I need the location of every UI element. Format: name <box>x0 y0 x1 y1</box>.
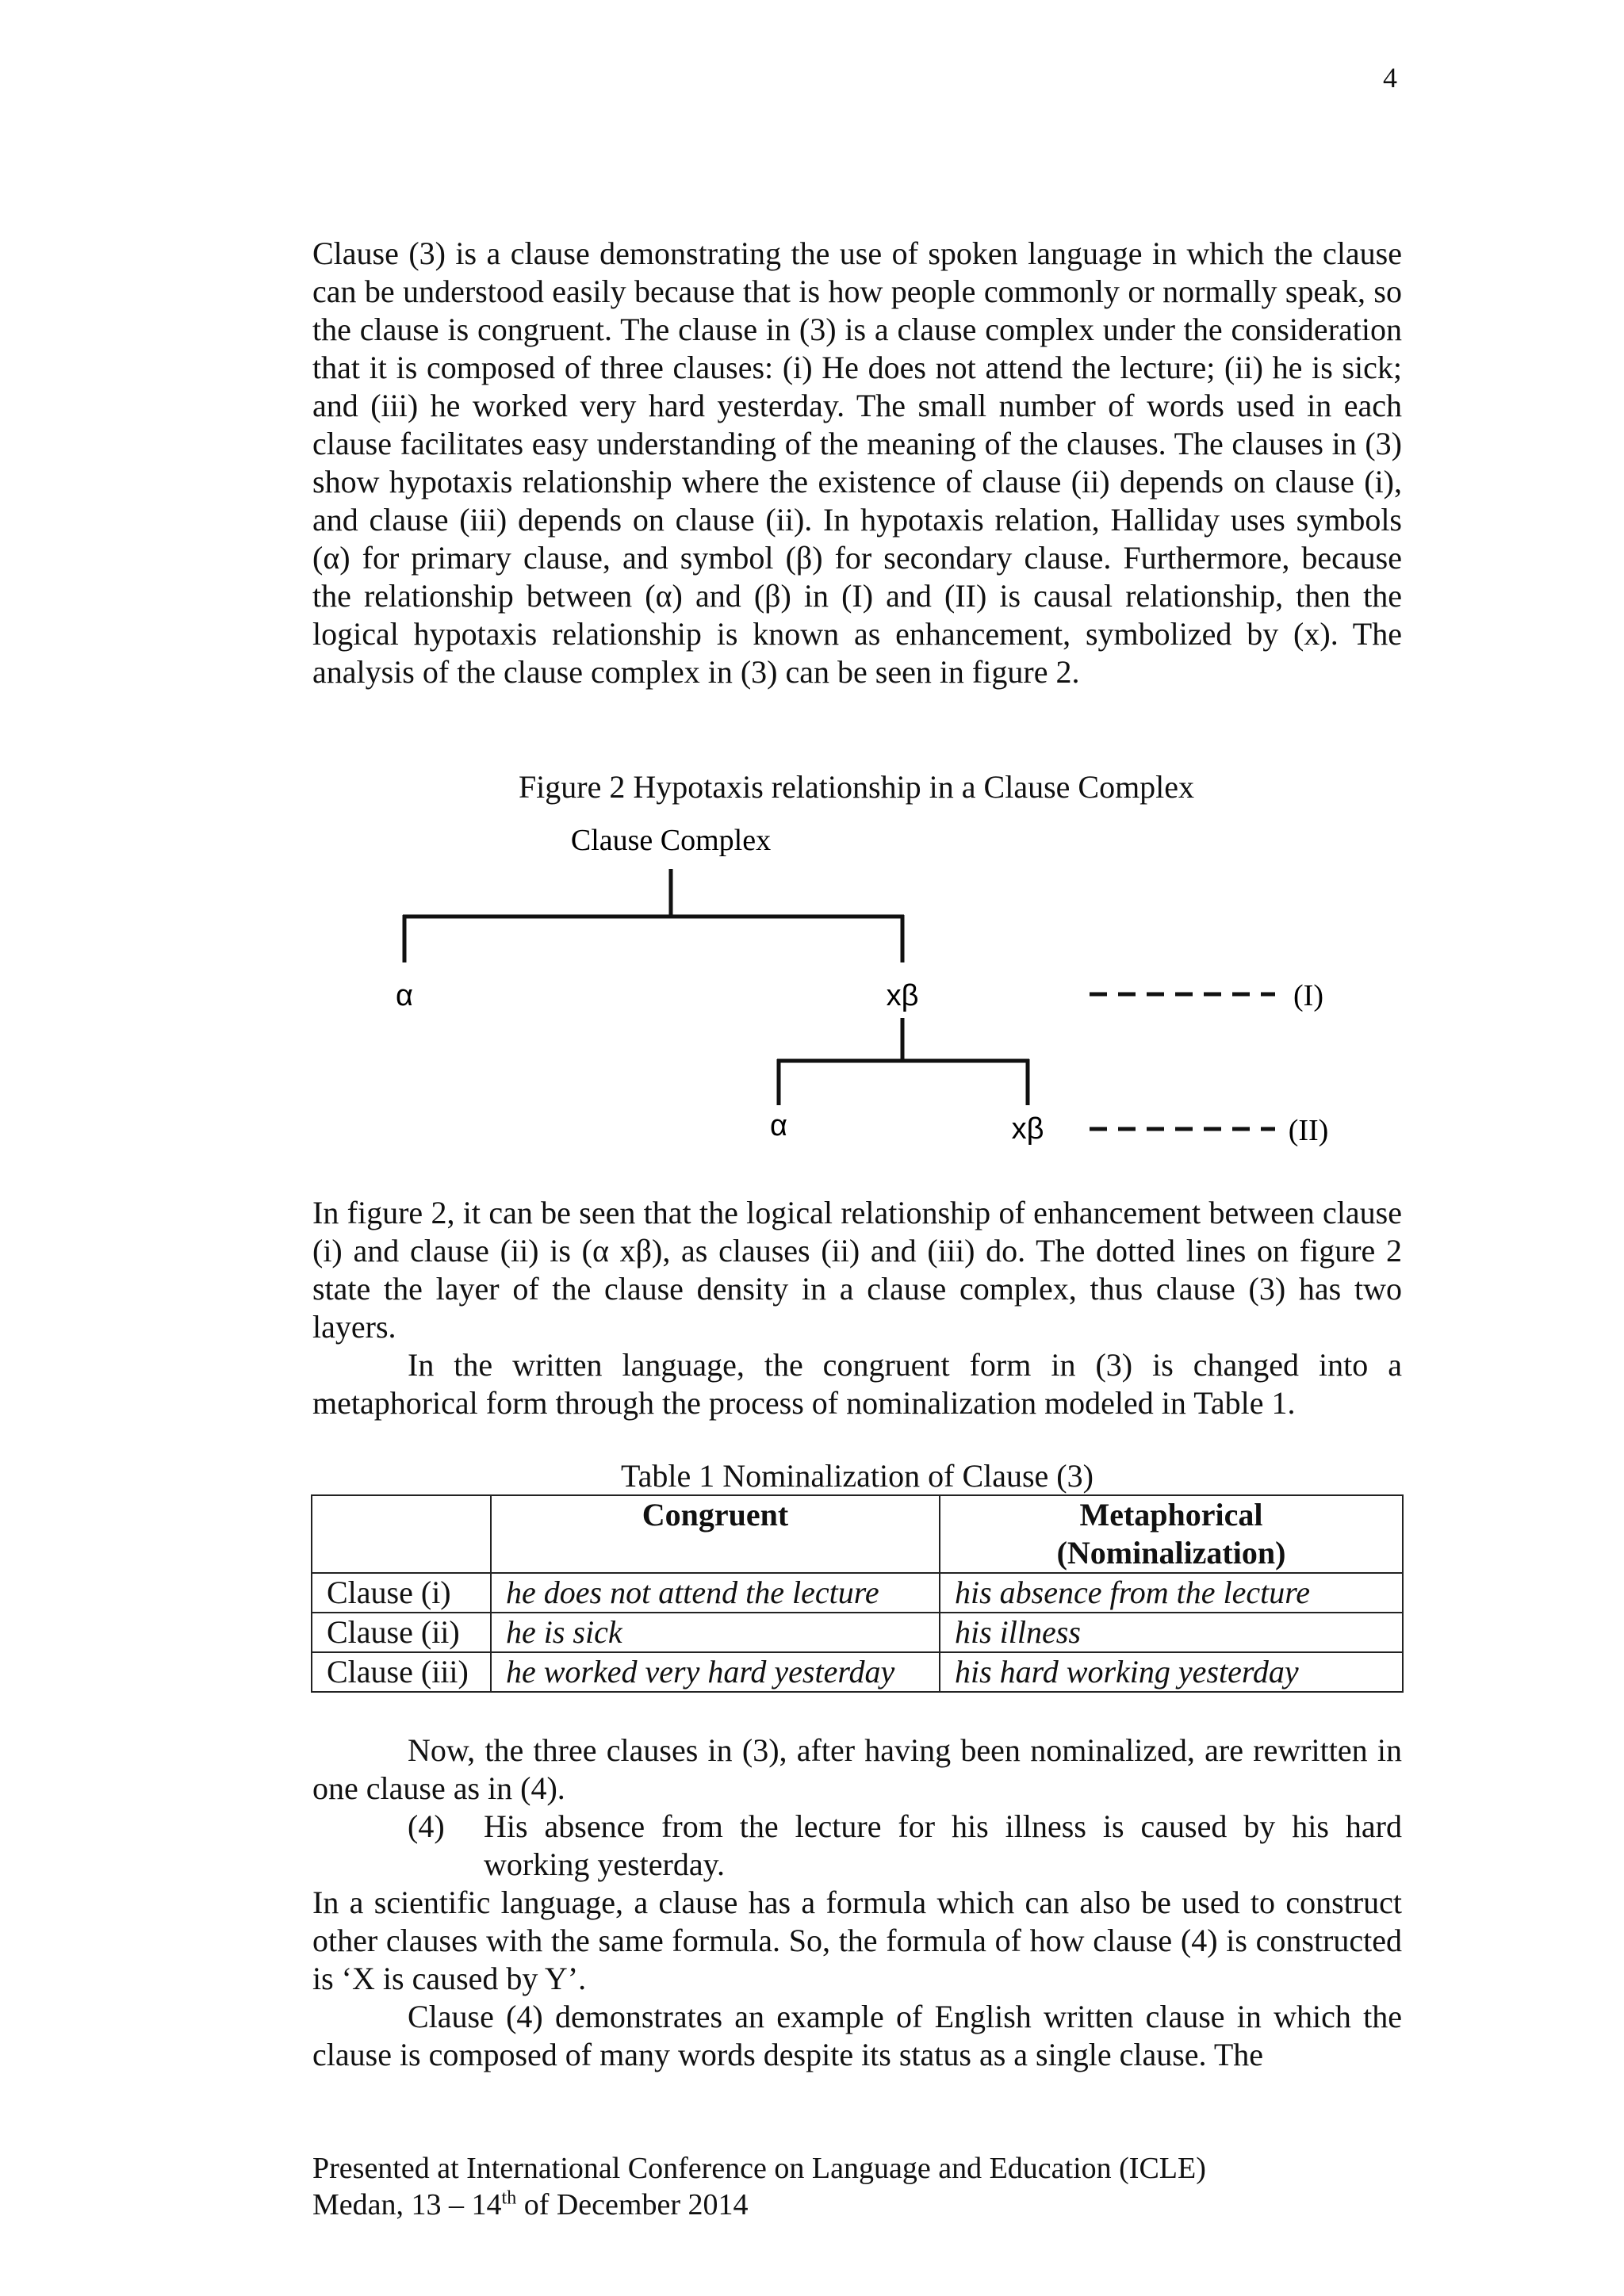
table-cell-metaphorical: his absence from the lecture <box>940 1573 1403 1613</box>
table-cell-metaphorical: his hard working yesterday <box>940 1652 1403 1692</box>
paragraph-figure-discussion: In figure 2, it can be seen that the logical relationship of enhancement between clause (i) and clause (ii) is (α xβ), as clauses (ii) and (iii) do. The dotted lines on figure 2 state the layer of the clause density in a clause complex, thus clause (3) has two layers. <box>312 1195 1402 1345</box>
footer-line1: Presented at International Conference on Language and Education (ICLE) <box>312 2152 1206 2185</box>
footer-date-prefix: Medan, 13 – 14 <box>312 2188 502 2221</box>
tree-level2-marker: (II) <box>1288 1114 1329 1147</box>
tree-level2-alpha: α <box>770 1109 787 1142</box>
page-number: 4 <box>1383 62 1397 94</box>
table-cell-clause: Clause (ii) <box>312 1613 491 1652</box>
footer-date-suffix: of December 2014 <box>516 2188 749 2221</box>
table-cell-congruent: he does not attend the lecture <box>491 1573 940 1613</box>
paragraph-clause-4: Clause (4) demonstrates an example of English written clause in which the clause is composed of many words despite its status as a single clause. The <box>312 1999 1402 2072</box>
table-row <box>312 1573 1403 1613</box>
example-number: (4) <box>408 1808 445 1844</box>
table-header-congruent: Congruent <box>491 1495 940 1573</box>
table-header-metaphorical <box>940 1495 1403 1573</box>
figure-caption: Figure 2 Hypotaxis relationship in a Clause Complex <box>518 769 1195 805</box>
table-cell-clause: Clause (i) <box>312 1573 491 1613</box>
table-cell-congruent: he worked very hard yesterday <box>491 1652 940 1692</box>
footer-line2 <box>312 2187 1206 2223</box>
example-text: His absence from the lecture for his illness is caused by his hard working yesterday. <box>484 1808 1402 1882</box>
table-row <box>312 1652 1403 1692</box>
tree-level1-xbeta: xβ <box>886 979 919 1012</box>
table-row <box>312 1613 1403 1652</box>
footer <box>312 2150 1206 2223</box>
tree-root-label: Clause Complex <box>570 824 772 857</box>
table-cell-clause: Clause (iii) <box>312 1652 491 1692</box>
tree-level1-marker: (I) <box>1293 979 1323 1012</box>
table-header-empty <box>312 1495 491 1573</box>
paragraph-nominalized-rewrite: Now, the three clauses in (3), after having been nominalized, are rewritten in one clause as in (4). <box>312 1732 1402 1806</box>
table-cell-metaphorical: his illness <box>940 1613 1403 1652</box>
nominalization-table <box>311 1494 1404 1693</box>
table-header-row <box>312 1495 1403 1573</box>
tree-level1-alpha: α <box>396 979 413 1012</box>
paragraph-written-language: In the written language, the congruent form in (3) is changed into a metaphorical form through the process of nominalization modeled in Table 1. <box>312 1347 1402 1421</box>
table-caption: Table 1 Nominalization of Clause (3) <box>621 1458 1094 1494</box>
tree-level2-xbeta: xβ <box>1011 1112 1044 1146</box>
footer-date-sup: th <box>501 2187 517 2209</box>
header-metaphorical-line1: Metaphorical <box>1079 1497 1263 1533</box>
table-cell-congruent: he is sick <box>491 1613 940 1652</box>
header-metaphorical-line2: (Nominalization) <box>1056 1535 1286 1571</box>
example-4 <box>408 1808 1402 1884</box>
paragraph-scientific-language: In a scientific language, a clause has a formula which can also be used to construct other clauses with the same formula. So, the formula of how clause (4) is constructed is ‘X is caused by Y’. <box>312 1885 1402 1996</box>
paragraph-clause-3-analysis: Clause (3) is a clause demonstrating the use of spoken language in which the clause can be understood easily because that is how people commonly or normally speak, so the clause is congruent. The clause in (3) is a clause complex under the consideration that it is composed of three clauses: (i) He does not attend the lecture; (ii) he is sick; and (iii) he worked very hard yesterday. The small number of words used in each clause facilitates easy understanding of the meaning of the clauses. The clauses in (3) show hypotaxis relationship where the existence of clause (ii) depends on clause (i), and clause (iii) depends on clause (ii). In hypotaxis relation, Halliday uses symbols (α) for primary clause, and symbol (β) for secondary clause. Furthermore, because the relationship between (α) and (β) in (I) and (II) is causal relationship, then the logical hypotaxis relationship is known as enhancement, symbolized by (x). The analysis of the clause complex in (3) can be seen in figure 2. <box>312 235 1402 690</box>
